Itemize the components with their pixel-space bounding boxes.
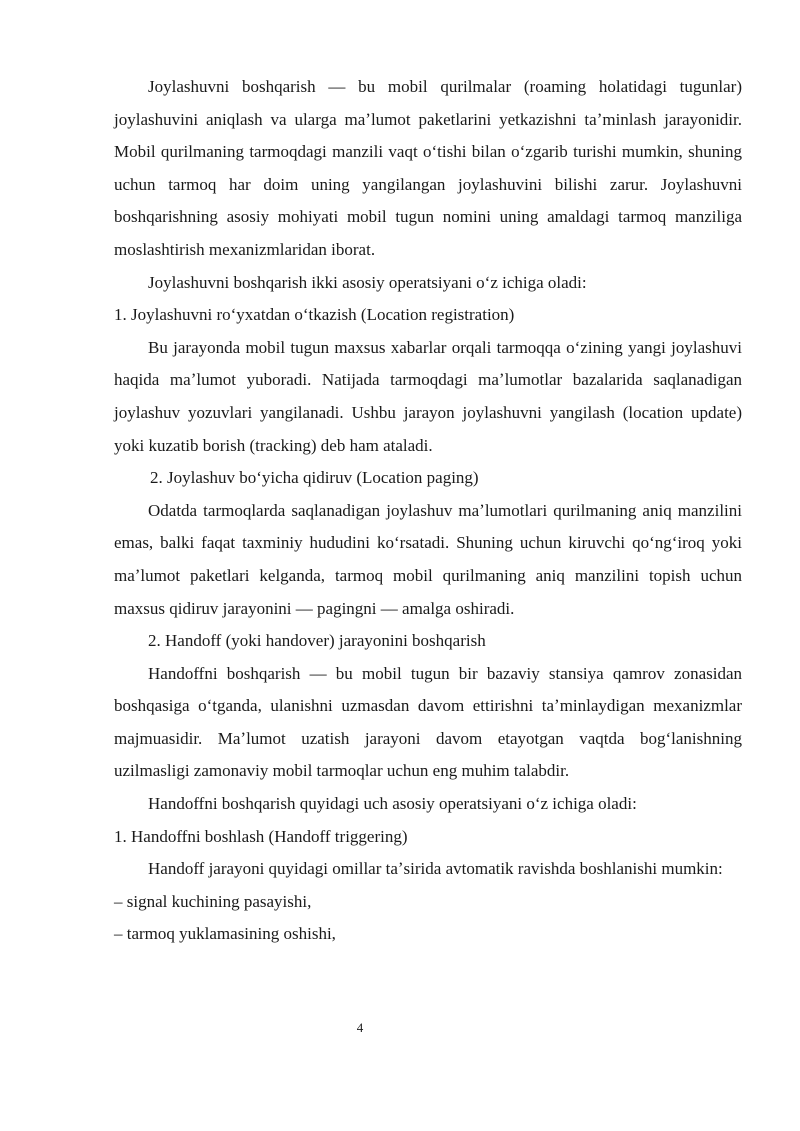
- paragraph-handoff-management: Handoffni boshqarish — bu mobil tugun bir bazaviy stansiya qamrov zonasidan boshqasiga oʻtganda, ulanishni uzmasdan davom ettirishni taʼminlaydigan mexanizmlar majmuasidir. Maʼlumot uzatish jarayoni davom etayotgan vaqtda bogʻlanishning uzilmasligi zamonaviy mobil tarmoqlar uchun eng muhim talabdir.: [114, 663, 742, 781]
- paragraph-location-paging: Odatda tarmoqlarda saqlanadigan joylashuv maʼlumotlari qurilmaning aniq manzilini emas, balki faqat taxminiy hududini koʻrsatadi. Shuning uchun kiruvchi qoʻngʻiroq yoki maʼlumot paketlari kelganda, tarmoq mobil qurilmaning aniq manzilini topish uchun maxsus qidiruv jarayonini — pagingni — amalga oshiradi.: [114, 500, 742, 618]
- paragraph-location-registration: Bu jarayonda mobil tugun maxsus xabarlar orqali tarmoqqa oʻzining yangi joylashuvi haqida maʼlumot yuboradi. Natijada tarmoqdagi maʼlumotlar bazalarida saqlanadigan joylashuv yozuvlari yangilanadi. Ushbu jarayon joylashuvni yangilash (location update) yoki kuzatib borish (tracking) deb ham ataladi.: [114, 337, 742, 455]
- document-page: [114, 71, 742, 951]
- list-item-signal-strength: – signal kuchining pasayishi,: [114, 891, 312, 911]
- paragraph-handoff-operations: Handoffni boshqarish quyidagi uch asosiy operatsiyani oʻz ichiga oladi:: [148, 794, 637, 814]
- list-item-network-load: – tarmoq yuklamasining oshishi,: [114, 924, 336, 944]
- paragraph-location-management-intro: Joylashuvni boshqarish — bu mobil qurilmalar (roaming holatidagi tugunlar) joylashuvini aniqlash va ularga maʼlumot paketlarini yetkazishni taʼminlash jarayonidir. Mobil qurilmaning tarmoqdagi manzili vaqt oʻtishi bilan oʻzgarib turishi mumkin, shuning uchun tarmoq har doim uning yangilangan joylashuvini bilishi zarur. Joylashuvni boshqarishning asosiy mohiyati mobil tugun nomini uning amaldagi tarmoq manziliga moslashtirish mexanizmlaridan iborat.: [114, 77, 742, 259]
- heading-location-registration: 1. Joylashuvni roʻyxatdan oʻtkazish (Location registration): [114, 305, 515, 325]
- page-number: 4: [356, 1020, 364, 1035]
- heading-handoff-triggering: 1. Handoffni boshlash (Handoff triggering): [114, 826, 408, 846]
- heading-location-paging: 2. Joylashuv boʻyicha qidiruv (Location paging): [150, 468, 479, 488]
- paragraph-location-operations: Joylashuvni boshqarish ikki asosiy operatsiyani oʻz ichiga oladi:: [148, 272, 587, 292]
- paragraph-handoff-triggering: Handoff jarayoni quyidagi omillar taʼsirida avtomatik ravishda boshlanishi mumkin:: [148, 859, 723, 879]
- heading-handoff-management: 2. Handoff (yoki handover) jarayonini boshqarish: [148, 631, 486, 651]
